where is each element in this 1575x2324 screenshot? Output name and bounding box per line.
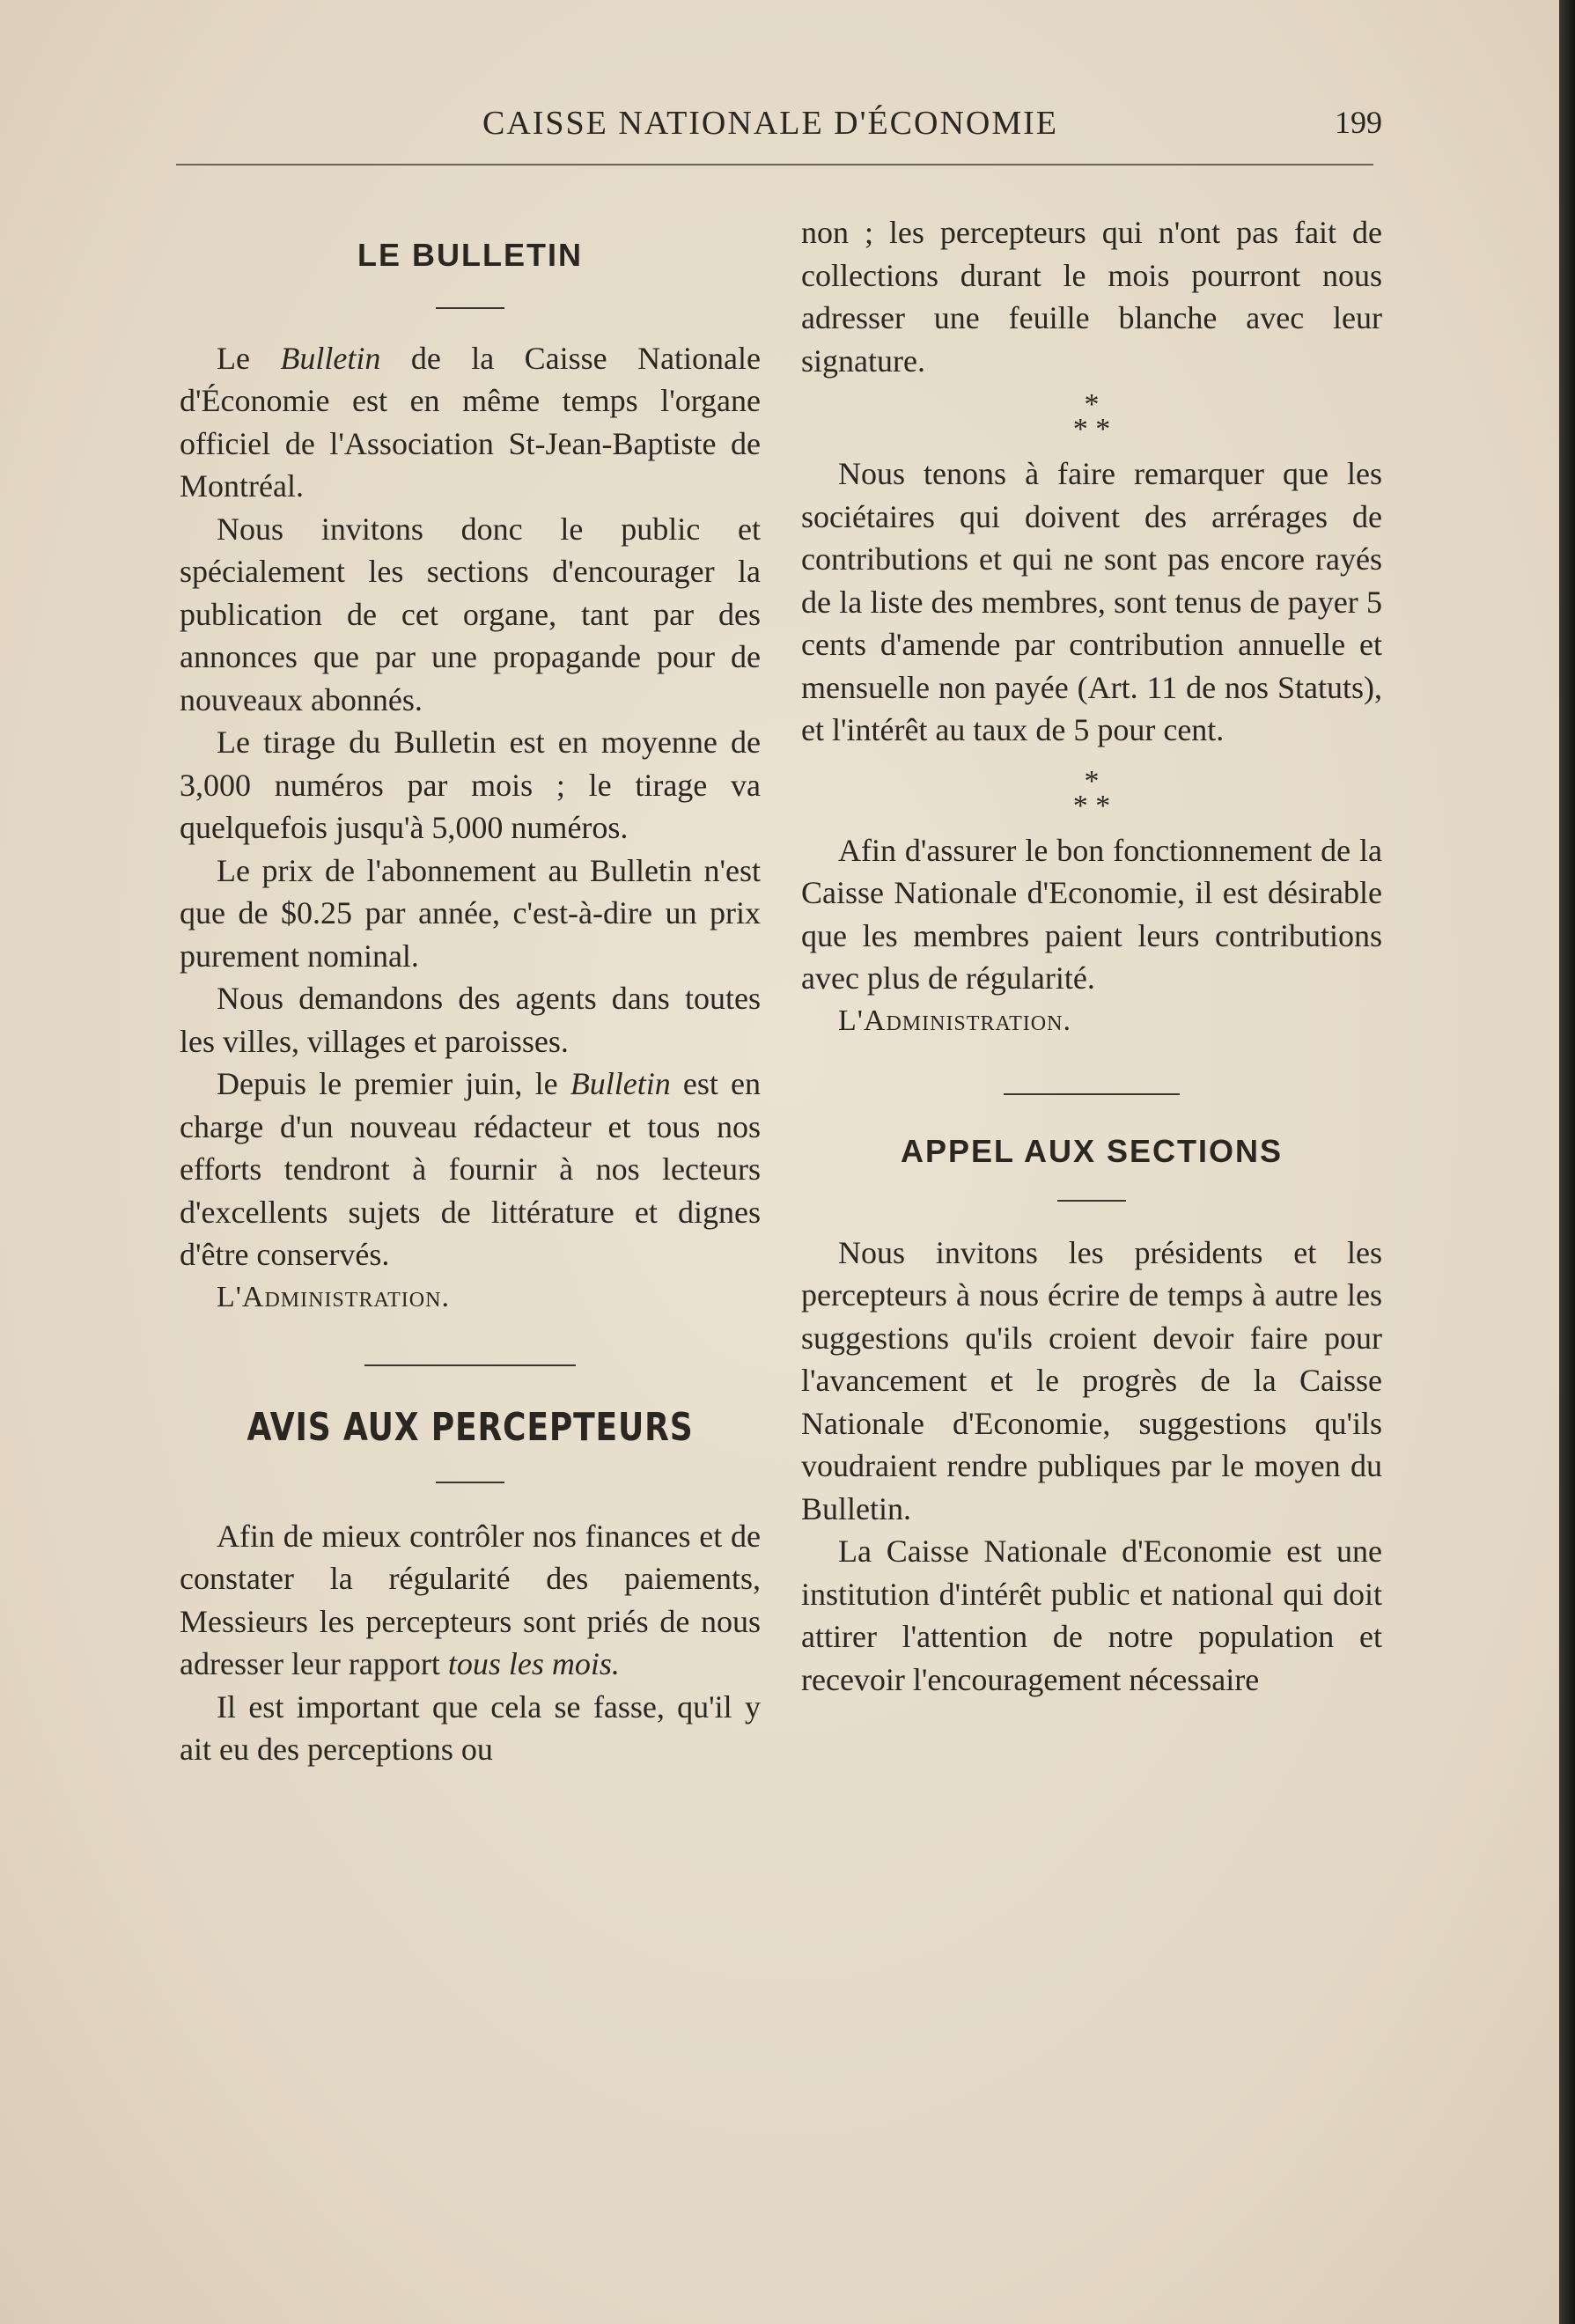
bulletin-paragraph-3: Le tirage du Bulletin est en moyenne de 3,000 numéros par mois ; le tirage va quelquefois jusqu'à 5,000 numéros. xyxy=(180,724,761,845)
bulletin-paragraph-6: Depuis le premier juin, le Bulletin est en charge d'un nouveau rédacteur et tous nos efforts tendront à fournir à nos lecteurs d'excellents sujets de littérature et dignes d'être conservés. xyxy=(180,1066,762,1272)
bulletin-signature: L'Administration. xyxy=(217,1280,450,1313)
appel-paragraph-1: Nous invitons les présidents et les percepteurs à nous écrire de temps à autre les suggestions qu'ils croient devoir faire pour l'avancement et le progrès de la Caisse Nationale d'Economie, suggestions qu'ils voudraient rendre publiques par le moyen du Bulletin. xyxy=(801,1234,1382,1526)
bulletin-paragraph-4: Le prix de l'abonnement au Bulletin n'est que de $0.25 par année, c'est-à-dire un prix purement nominal. xyxy=(180,852,761,974)
running-head-title: CAISSE NATIONALE D'ÉCONOMIE xyxy=(482,105,1059,142)
running-head xyxy=(176,104,1382,148)
avis-paragraph-1: Afin de mieux contrôler nos finances et de constater la régularité des paiements, Messieurs les percepteurs sont priés de nous adresser leur rapport tous les mois. xyxy=(180,1518,761,1681)
header-rule xyxy=(176,164,1373,165)
avis-paragraph-3: Nous tenons à faire remarquer que les sociétaires qui doivent des arrérages de contributions et qui ne sont pas encore rayés de la liste des membres, sont tenus de payer 5 cents d'amende par contribution annuelle et mensuelle non payée (Art. 11 de nos Statuts), et l'intérêt au taux de 5 pour cent. xyxy=(801,456,1382,747)
bulletin-paragraph-1: Le Bulletin de la Caisse Nationale d'Économie est en même temps l'organe officiel de l'Association St-Jean-Baptiste de Montréal. xyxy=(180,340,762,504)
page-number: 199 xyxy=(1335,105,1382,140)
avis-heading: AVIS AUX PERCEPTEURS xyxy=(247,1405,694,1450)
left-column xyxy=(180,211,761,1771)
bulletin-paragraph-5: Nous demandons des agents dans toutes les villes, villages et paroisses. xyxy=(180,981,761,1059)
bulletin-paragraph-2: Nous invitons donc le public et spécialement les sections d'encourager la publication de cet organe, tant par des annonces que par une propagande pour de nouveaux abonnés. xyxy=(180,511,761,717)
avis-paragraph-4: Afin d'assurer le bon fonctionnement de la Caisse Nationale d'Economie, il est désirable que les membres paient leurs contributions avec plus de régularité. xyxy=(801,832,1382,996)
right-column xyxy=(801,211,1382,1701)
asterism-ornament: * * * xyxy=(1072,388,1111,445)
avis-signature: L'Administration. xyxy=(838,1004,1071,1037)
avis-paragraph-2-continued: non ; les percepteurs qui n'ont pas fait de collections durant le mois pourront nous adresser une feuille blanche avec leur signature. xyxy=(801,215,1382,379)
appel-heading: APPEL AUX SECTIONS xyxy=(900,1133,1284,1169)
asterism-ornament: * * * xyxy=(1072,764,1111,822)
page-edge-shadow xyxy=(1559,0,1575,2324)
appel-paragraph-2: La Caisse Nationale d'Economie est une institution d'intérêt public et national qui doit attirer l'attention de notre population et recevoir l'encouragement nécessaire xyxy=(801,1533,1382,1697)
bulletin-heading: LE BULLETIN xyxy=(357,237,583,273)
avis-paragraph-2: Il est important que cela se fasse, qu'il y ait eu des perceptions ou xyxy=(180,1688,761,1767)
